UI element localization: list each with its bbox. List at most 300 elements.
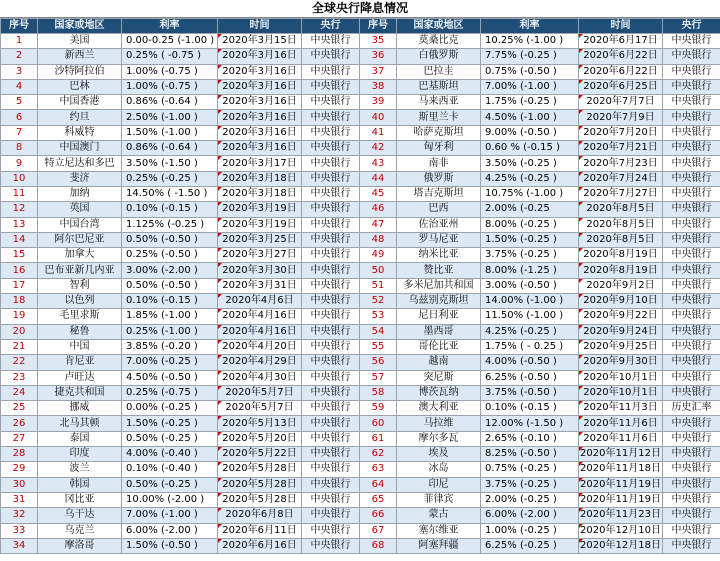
cell-date-left[interactable]: 2020年3月17日 [218,156,302,171]
header-country-right[interactable]: 国家或地区 [397,19,481,34]
cell-country-left[interactable]: 卢旺达 [38,370,122,385]
cell-date-left[interactable]: 2020年5月28日 [218,492,302,507]
cell-rate-left[interactable]: 1.50% (-0.50 ) [122,538,218,553]
cell-rate-left[interactable]: 0.86% (-0.64 ) [122,95,218,110]
cell-no-left[interactable]: 12 [1,202,38,217]
cell-bank-right[interactable]: 中央银行 [663,324,720,339]
cell-country-left[interactable]: 新西兰 [38,49,122,64]
cell-rate-right[interactable]: 10.25% (-1.00 ) [481,34,579,49]
cell-country-right[interactable]: 博茨瓦纳 [397,385,481,400]
cell-rate-right[interactable]: 9.00% (-0.50 ) [481,125,579,140]
cell-bank-left[interactable]: 中央银行 [302,523,360,538]
cell-no-left[interactable]: 26 [1,416,38,431]
cell-rate-left[interactable]: 1.85% (-1.00 ) [122,309,218,324]
cell-rate-right[interactable]: 0.10% (-0.15 ) [481,401,579,416]
cell-date-left[interactable]: 2020年5月13日 [218,416,302,431]
cell-bank-left[interactable]: 中央银行 [302,477,360,492]
cell-no-left[interactable]: 15 [1,248,38,263]
cell-date-right[interactable]: 2020年11月18日 [579,462,663,477]
header-rate-right[interactable]: 利率 [481,19,579,34]
cell-rate-left[interactable]: 0.10% (-0.15 ) [122,294,218,309]
cell-bank-left[interactable]: 中央银行 [302,248,360,263]
cell-bank-left[interactable]: 中央银行 [302,355,360,370]
cell-no-right[interactable]: 60 [360,416,397,431]
header-date-left[interactable]: 时间 [218,19,302,34]
cell-no-left[interactable]: 34 [1,538,38,553]
cell-bank-right[interactable]: 中央银行 [663,217,720,232]
cell-rate-left[interactable]: 4.00% (-0.40 ) [122,447,218,462]
cell-no-left[interactable]: 24 [1,385,38,400]
cell-no-left[interactable]: 1 [1,34,38,49]
cell-date-right[interactable]: 2020年8月19日 [579,263,663,278]
cell-date-right[interactable]: 2020年11月6日 [579,431,663,446]
cell-bank-left[interactable]: 中央银行 [302,202,360,217]
cell-rate-right[interactable]: 1.75% (-0.25 ) [481,95,579,110]
cell-rate-left[interactable]: 0.00-0.25 (-1.00 ) [122,34,218,49]
cell-rate-left[interactable]: 0.25% (-0.50 ) [122,248,218,263]
cell-bank-left[interactable]: 中央银行 [302,538,360,553]
cell-no-right[interactable]: 47 [360,217,397,232]
cell-date-left[interactable]: 2020年3月19日 [218,202,302,217]
cell-bank-right[interactable]: 中央银行 [663,263,720,278]
cell-date-left[interactable]: 2020年5月28日 [218,462,302,477]
cell-rate-right[interactable]: 1.75% ( - 0.25 ) [481,339,579,354]
cell-country-left[interactable]: 捷克共和国 [38,385,122,400]
cell-bank-right[interactable]: 历史汇率 [663,401,720,416]
cell-rate-left[interactable]: 0.00% (-0.25 ) [122,401,218,416]
cell-country-left[interactable]: 阿尔巴尼亚 [38,232,122,247]
cell-bank-left[interactable]: 中央银行 [302,125,360,140]
cell-bank-right[interactable]: 中央银行 [663,309,720,324]
cell-no-right[interactable]: 39 [360,95,397,110]
cell-date-left[interactable]: 2020年3月16日 [218,49,302,64]
cell-date-right[interactable]: 2020年8月5日 [579,232,663,247]
cell-country-left[interactable]: 沙特阿拉伯 [38,64,122,79]
cell-rate-left[interactable]: 0.86% (-0.64 ) [122,141,218,156]
cell-date-right[interactable]: 2020年6月22日 [579,49,663,64]
cell-country-right[interactable]: 巴基斯坦 [397,79,481,94]
cell-bank-left[interactable]: 中央银行 [302,370,360,385]
cell-date-left[interactable]: 2020年3月19日 [218,217,302,232]
cell-date-left[interactable]: 2020年6月8日 [218,508,302,523]
cell-date-left[interactable]: 2020年3月31日 [218,278,302,293]
cell-date-right[interactable]: 2020年9月2日 [579,278,663,293]
cell-country-left[interactable]: 乌干达 [38,508,122,523]
header-date-right[interactable]: 时间 [579,19,663,34]
cell-bank-right[interactable]: 中央银行 [663,186,720,201]
cell-no-right[interactable]: 59 [360,401,397,416]
cell-rate-right[interactable]: 14.00% (-1.00 ) [481,294,579,309]
cell-rate-right[interactable]: 4.25% (-0.25 ) [481,324,579,339]
cell-rate-left[interactable]: 0.50% (-0.50 ) [122,278,218,293]
cell-bank-right[interactable]: 中央银行 [663,508,720,523]
cell-no-right[interactable]: 65 [360,492,397,507]
header-no-right[interactable]: 序号 [360,19,397,34]
cell-rate-right[interactable]: 6.00% (-2.00 ) [481,508,579,523]
cell-country-right[interactable]: 尼日利亚 [397,309,481,324]
cell-no-left[interactable]: 11 [1,186,38,201]
cell-rate-right[interactable]: 10.75% (-1.00 ) [481,186,579,201]
cell-country-right[interactable]: 塞尔维亚 [397,523,481,538]
cell-no-left[interactable]: 19 [1,309,38,324]
cell-no-right[interactable]: 58 [360,385,397,400]
cell-bank-left[interactable]: 中央银行 [302,79,360,94]
cell-country-right[interactable]: 哥伦比亚 [397,339,481,354]
cell-date-left[interactable]: 2020年6月16日 [218,538,302,553]
cell-rate-right[interactable]: 0.75% (-0.50 ) [481,64,579,79]
cell-rate-left[interactable]: 7.00% (-0.25 ) [122,355,218,370]
cell-no-right[interactable]: 61 [360,431,397,446]
cell-country-left[interactable]: 中国香港 [38,95,122,110]
cell-no-left[interactable]: 30 [1,477,38,492]
cell-date-left[interactable]: 2020年3月16日 [218,64,302,79]
cell-rate-left[interactable]: 0.25% (-1.00 ) [122,324,218,339]
cell-no-right[interactable]: 37 [360,64,397,79]
cell-no-right[interactable]: 43 [360,156,397,171]
cell-country-right[interactable]: 印尼 [397,477,481,492]
cell-country-left[interactable]: 加纳 [38,186,122,201]
cell-date-right[interactable]: 2020年11月6日 [579,416,663,431]
cell-date-left[interactable]: 2020年4月6日 [218,294,302,309]
cell-bank-left[interactable]: 中央银行 [302,232,360,247]
cell-bank-right[interactable]: 中央银行 [663,64,720,79]
cell-rate-right[interactable]: 11.50% (-1.00 ) [481,309,579,324]
cell-rate-right[interactable]: 1.50% (-0.25 ) [481,232,579,247]
cell-country-right[interactable]: 冰岛 [397,462,481,477]
cell-no-left[interactable]: 29 [1,462,38,477]
cell-country-right[interactable]: 哈萨克斯坦 [397,125,481,140]
cell-rate-left[interactable]: 1.00% (-0.75 ) [122,64,218,79]
cell-no-left[interactable]: 10 [1,171,38,186]
cell-no-left[interactable]: 21 [1,339,38,354]
cell-bank-right[interactable]: 中央银行 [663,156,720,171]
cell-bank-left[interactable]: 中央银行 [302,263,360,278]
cell-no-left[interactable]: 22 [1,355,38,370]
cell-no-left[interactable]: 17 [1,278,38,293]
cell-date-right[interactable]: 2020年9月10日 [579,294,663,309]
cell-no-left[interactable]: 7 [1,125,38,140]
cell-rate-right[interactable]: 0.60 % (-0.15 ) [481,141,579,156]
cell-date-right[interactable]: 2020年9月22日 [579,309,663,324]
cell-rate-right[interactable]: 7.00% (-1.00 ) [481,79,579,94]
cell-no-right[interactable]: 66 [360,508,397,523]
cell-date-right[interactable]: 2020年11月12日 [579,447,663,462]
cell-country-right[interactable]: 罗马尼亚 [397,232,481,247]
cell-rate-left[interactable]: 7.00% (-1.00 ) [122,508,218,523]
cell-country-left[interactable]: 肯尼亚 [38,355,122,370]
cell-rate-right[interactable]: 4.25% (-0.25 ) [481,171,579,186]
cell-bank-right[interactable]: 中央银行 [663,294,720,309]
cell-bank-left[interactable]: 中央银行 [302,508,360,523]
cell-rate-right[interactable]: 3.75% (-0.25 ) [481,477,579,492]
cell-bank-right[interactable]: 中央银行 [663,416,720,431]
cell-country-right[interactable]: 澳大利亚 [397,401,481,416]
cell-rate-left[interactable]: 0.25% ( -0.75 ) [122,49,218,64]
cell-country-left[interactable]: 韩国 [38,477,122,492]
cell-rate-left[interactable]: 10.00% (-2.00 ) [122,492,218,507]
cell-date-right[interactable]: 2020年9月25日 [579,339,663,354]
cell-date-right[interactable]: 2020年10月1日 [579,370,663,385]
cell-bank-left[interactable]: 中央银行 [302,110,360,125]
cell-country-left[interactable]: 以色列 [38,294,122,309]
cell-date-right[interactable]: 2020年8月5日 [579,217,663,232]
cell-date-left[interactable]: 2020年4月20日 [218,339,302,354]
cell-no-right[interactable]: 57 [360,370,397,385]
cell-date-left[interactable]: 2020年5月20日 [218,431,302,446]
cell-no-right[interactable]: 53 [360,309,397,324]
cell-date-left[interactable]: 2020年3月25日 [218,232,302,247]
cell-rate-left[interactable]: 14.50% ( -1.50 ) [122,186,218,201]
cell-rate-left[interactable]: 2.50% (-1.00 ) [122,110,218,125]
cell-country-right[interactable]: 阿塞拜疆 [397,538,481,553]
cell-country-right[interactable]: 莫桑比克 [397,34,481,49]
cell-no-left[interactable]: 6 [1,110,38,125]
cell-no-left[interactable]: 25 [1,401,38,416]
cell-bank-left[interactable]: 中央银行 [302,447,360,462]
cell-bank-left[interactable]: 中央银行 [302,64,360,79]
cell-rate-left[interactable]: 0.50% (-0.25 ) [122,431,218,446]
cell-country-right[interactable]: 巴西 [397,202,481,217]
cell-date-left[interactable]: 2020年6月11日 [218,523,302,538]
cell-rate-left[interactable]: 0.50% (-0.50 ) [122,232,218,247]
cell-bank-right[interactable]: 中央银行 [663,431,720,446]
cell-country-left[interactable]: 毛里求斯 [38,309,122,324]
cell-no-left[interactable]: 8 [1,141,38,156]
cell-no-right[interactable]: 64 [360,477,397,492]
cell-rate-right[interactable]: 0.75% (-0.25 ) [481,462,579,477]
cell-no-left[interactable]: 28 [1,447,38,462]
cell-date-left[interactable]: 2020年3月16日 [218,95,302,110]
cell-no-right[interactable]: 50 [360,263,397,278]
cell-date-right[interactable]: 2020年6月22日 [579,64,663,79]
cell-bank-left[interactable]: 中央银行 [302,431,360,446]
cell-rate-right[interactable]: 2.00% (-0.25 ) [481,492,579,507]
cell-date-left[interactable]: 2020年3月27日 [218,248,302,263]
header-bank-left[interactable]: 央行 [302,19,360,34]
cell-country-left[interactable]: 波兰 [38,462,122,477]
cell-country-left[interactable]: 印度 [38,447,122,462]
cell-bank-right[interactable]: 中央银行 [663,523,720,538]
cell-country-left[interactable]: 英国 [38,202,122,217]
cell-date-right[interactable]: 2020年9月24日 [579,324,663,339]
cell-bank-left[interactable]: 中央银行 [302,95,360,110]
cell-no-right[interactable]: 46 [360,202,397,217]
cell-rate-right[interactable]: 6.25% (-0.50 ) [481,370,579,385]
cell-date-right[interactable]: 2020年11月19日 [579,477,663,492]
cell-rate-left[interactable]: 0.25% (-0.25 ) [122,171,218,186]
cell-no-left[interactable]: 5 [1,95,38,110]
cell-no-right[interactable]: 55 [360,339,397,354]
cell-date-left[interactable]: 2020年3月16日 [218,79,302,94]
cell-date-right[interactable]: 2020年7月21日 [579,141,663,156]
cell-country-right[interactable]: 匈牙利 [397,141,481,156]
cell-no-left[interactable]: 14 [1,232,38,247]
cell-bank-right[interactable]: 中央银行 [663,141,720,156]
cell-date-left[interactable]: 2020年5月28日 [218,477,302,492]
cell-bank-left[interactable]: 中央银行 [302,171,360,186]
cell-no-left[interactable]: 2 [1,49,38,64]
cell-rate-left[interactable]: 1.125% (-0.25 ) [122,217,218,232]
cell-country-left[interactable]: 北马其顿 [38,416,122,431]
cell-no-right[interactable]: 62 [360,447,397,462]
cell-no-left[interactable]: 13 [1,217,38,232]
cell-bank-right[interactable]: 中央银行 [663,355,720,370]
cell-rate-left[interactable]: 1.50% (-1.00 ) [122,125,218,140]
cell-country-left[interactable]: 科威特 [38,125,122,140]
cell-date-right[interactable]: 2020年7月9日 [579,110,663,125]
cell-bank-right[interactable]: 中央银行 [663,95,720,110]
cell-bank-right[interactable]: 中央银行 [663,462,720,477]
header-bank-right[interactable]: 央行 [663,19,720,34]
cell-date-right[interactable]: 2020年8月5日 [579,202,663,217]
cell-date-right[interactable]: 2020年9月30日 [579,355,663,370]
cell-rate-left[interactable]: 3.85% (-0.20 ) [122,339,218,354]
cell-date-right[interactable]: 2020年11月19日 [579,492,663,507]
cell-bank-right[interactable]: 中央银行 [663,232,720,247]
cell-country-left[interactable]: 斐济 [38,171,122,186]
cell-bank-right[interactable]: 中央银行 [663,339,720,354]
cell-no-right[interactable]: 35 [360,34,397,49]
cell-no-right[interactable]: 45 [360,186,397,201]
cell-country-right[interactable]: 巴拉圭 [397,64,481,79]
cell-date-right[interactable]: 2020年6月25日 [579,79,663,94]
cell-bank-right[interactable]: 中央银行 [663,385,720,400]
cell-bank-left[interactable]: 中央银行 [302,294,360,309]
cell-rate-right[interactable]: 3.50% (-0.25 ) [481,156,579,171]
cell-date-left[interactable]: 2020年5月22日 [218,447,302,462]
cell-rate-right[interactable]: 8.00% (-0.25 ) [481,217,579,232]
cell-bank-right[interactable]: 中央银行 [663,370,720,385]
cell-date-left[interactable]: 2020年4月29日 [218,355,302,370]
cell-no-left[interactable]: 32 [1,508,38,523]
cell-bank-right[interactable]: 中央银行 [663,34,720,49]
cell-country-left[interactable]: 巴布亚新几内亚 [38,263,122,278]
cell-bank-left[interactable]: 中央银行 [302,141,360,156]
cell-bank-left[interactable]: 中央银行 [302,34,360,49]
cell-date-right[interactable]: 2020年7月23日 [579,156,663,171]
cell-rate-left[interactable]: 4.50% (-0.50 ) [122,370,218,385]
cell-country-right[interactable]: 多米尼加共和国 [397,278,481,293]
cell-no-right[interactable]: 68 [360,538,397,553]
cell-country-right[interactable]: 摩尔多瓦 [397,431,481,446]
cell-bank-left[interactable]: 中央银行 [302,416,360,431]
cell-rate-left[interactable]: 0.10% (-0.15 ) [122,202,218,217]
cell-country-left[interactable]: 加拿大 [38,248,122,263]
cell-date-right[interactable]: 2020年12月18日 [579,538,663,553]
cell-no-right[interactable]: 49 [360,248,397,263]
cell-no-left[interactable]: 23 [1,370,38,385]
cell-country-right[interactable]: 乌兹别克斯坦 [397,294,481,309]
cell-country-left[interactable]: 泰国 [38,431,122,446]
header-no-left[interactable]: 序号 [1,19,38,34]
cell-date-left[interactable]: 2020年3月18日 [218,186,302,201]
cell-bank-left[interactable]: 中央银行 [302,309,360,324]
cell-date-left[interactable]: 2020年3月30日 [218,263,302,278]
cell-bank-right[interactable]: 中央银行 [663,477,720,492]
cell-no-right[interactable]: 51 [360,278,397,293]
cell-no-left[interactable]: 20 [1,324,38,339]
cell-bank-right[interactable]: 中央银行 [663,492,720,507]
cell-rate-right[interactable]: 2.00% (-0.25 [481,202,579,217]
cell-country-right[interactable]: 佐治亚州 [397,217,481,232]
cell-country-right[interactable]: 突尼斯 [397,370,481,385]
cell-rate-right[interactable]: 3.75% (-0.50 ) [481,385,579,400]
cell-country-left[interactable]: 中国澳门 [38,141,122,156]
cell-rate-left[interactable]: 6.00% (-2.00 ) [122,523,218,538]
cell-rate-right[interactable]: 8.25% (-0.50 ) [481,447,579,462]
cell-bank-right[interactable]: 中央银行 [663,278,720,293]
cell-no-right[interactable]: 67 [360,523,397,538]
cell-country-right[interactable]: 菲律宾 [397,492,481,507]
cell-bank-left[interactable]: 中央银行 [302,217,360,232]
cell-date-right[interactable]: 2020年11月3日 [579,401,663,416]
cell-date-right[interactable]: 2020年8月19日 [579,248,663,263]
cell-country-left[interactable]: 乌克兰 [38,523,122,538]
cell-no-right[interactable]: 42 [360,141,397,156]
cell-bank-left[interactable]: 中央银行 [302,324,360,339]
cell-rate-right[interactable]: 7.75% (-0.25 ) [481,49,579,64]
cell-no-right[interactable]: 36 [360,49,397,64]
cell-bank-left[interactable]: 中央银行 [302,278,360,293]
cell-date-left[interactable]: 2020年4月16日 [218,309,302,324]
cell-country-right[interactable]: 南非 [397,156,481,171]
cell-no-right[interactable]: 52 [360,294,397,309]
cell-no-right[interactable]: 56 [360,355,397,370]
cell-country-right[interactable]: 马来西亚 [397,95,481,110]
cell-date-right[interactable]: 2020年6月17日 [579,34,663,49]
cell-date-right[interactable]: 2020年7月24日 [579,171,663,186]
cell-country-left[interactable]: 约旦 [38,110,122,125]
cell-country-left[interactable]: 秘鲁 [38,324,122,339]
cell-no-right[interactable]: 63 [360,462,397,477]
cell-rate-left[interactable]: 1.50% (-0.25 ) [122,416,218,431]
cell-country-left[interactable]: 巴林 [38,79,122,94]
cell-date-right[interactable]: 2020年10月1日 [579,385,663,400]
cell-bank-left[interactable]: 中央银行 [302,339,360,354]
cell-country-left[interactable]: 中国台湾 [38,217,122,232]
cell-country-right[interactable]: 纳米比亚 [397,248,481,263]
cell-rate-left[interactable]: 0.25% (-0.75 ) [122,385,218,400]
cell-country-right[interactable]: 斯里兰卡 [397,110,481,125]
cell-country-right[interactable]: 蒙古 [397,508,481,523]
cell-country-left[interactable]: 冈比亚 [38,492,122,507]
cell-no-left[interactable]: 4 [1,79,38,94]
cell-bank-right[interactable]: 中央银行 [663,110,720,125]
cell-bank-right[interactable]: 中央银行 [663,125,720,140]
cell-bank-right[interactable]: 中央银行 [663,538,720,553]
cell-rate-right[interactable]: 8.00% (-1.25 ) [481,263,579,278]
cell-country-left[interactable]: 美国 [38,34,122,49]
cell-rate-right[interactable]: 3.75% (-0.25 ) [481,248,579,263]
cell-date-right[interactable]: 2020年11月23日 [579,508,663,523]
cell-bank-left[interactable]: 中央银行 [302,49,360,64]
cell-no-right[interactable]: 38 [360,79,397,94]
cell-bank-left[interactable]: 中央银行 [302,186,360,201]
cell-bank-left[interactable]: 中央银行 [302,385,360,400]
cell-rate-left[interactable]: 1.00% (-0.75 ) [122,79,218,94]
cell-bank-right[interactable]: 中央银行 [663,171,720,186]
cell-country-left[interactable]: 中国 [38,339,122,354]
cell-country-right[interactable]: 白俄罗斯 [397,49,481,64]
cell-bank-right[interactable]: 中央银行 [663,79,720,94]
cell-date-right[interactable]: 2020年12月10日 [579,523,663,538]
cell-country-right[interactable]: 俄罗斯 [397,171,481,186]
cell-date-left[interactable]: 2020年4月30日 [218,370,302,385]
cell-date-right[interactable]: 2020年7月27日 [579,186,663,201]
cell-no-left[interactable]: 9 [1,156,38,171]
cell-no-left[interactable]: 3 [1,64,38,79]
cell-bank-right[interactable]: 中央银行 [663,248,720,263]
